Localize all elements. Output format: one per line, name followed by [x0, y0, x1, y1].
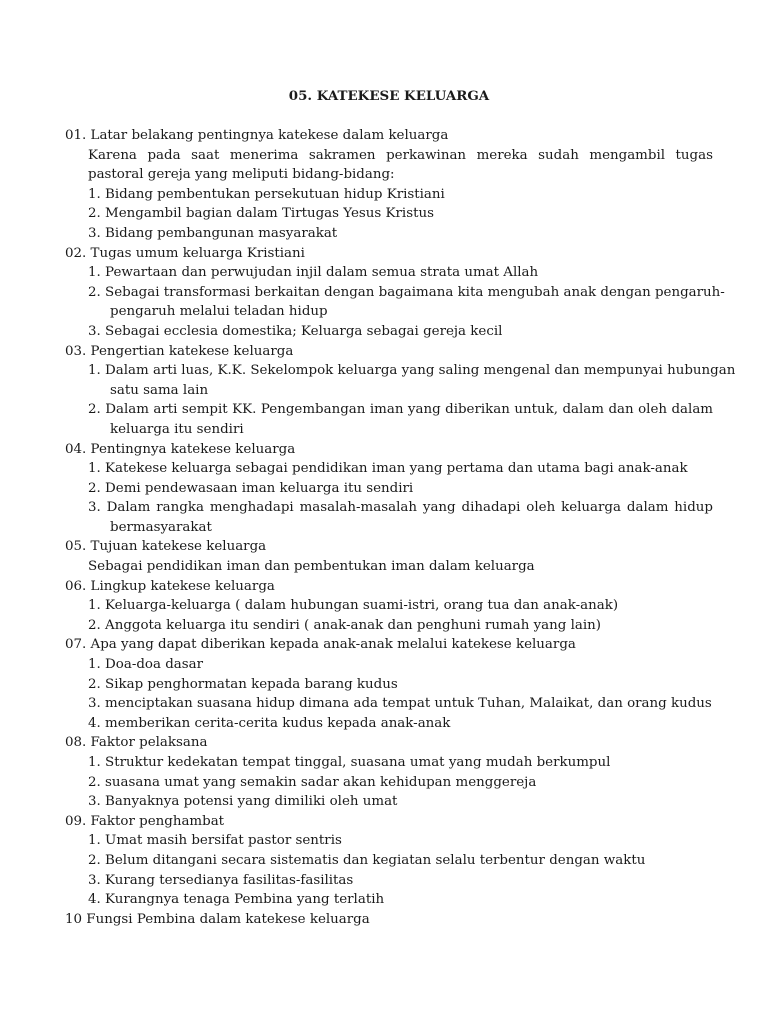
section-07-item-2: 2. Sikap penghormatan kepada barang kudus	[88, 676, 398, 692]
section-02-item-2-line-2: pengaruh melalui teladan hidup	[110, 304, 328, 320]
section-03-item-2	[65, 400, 713, 439]
section-05-paragraph: Sebagai pendidikan iman dan pembentukan iman dalam keluarga	[88, 559, 535, 575]
section-04-item-3	[65, 498, 713, 537]
section-heading-09: 09. Faktor penghambat	[65, 813, 225, 829]
section-02-item-2-line-1: 2. Sebagai transformasi berkaitan dengan bagaimana kita mengubah anak dengan pengaruh-	[88, 284, 725, 300]
section-heading-03: 03. Pengertian katekese keluarga	[65, 343, 294, 359]
section-04-item-3-line-2: bermasyarakat	[110, 519, 212, 535]
section-08-item-1: 1. Struktur kedekatan tempat tinggal, suasana umat yang mudah berkumpul	[88, 755, 611, 770]
section-01-item-2: 2. Mengambil bagian dalam Tirtugas Yesus Kristus	[88, 206, 434, 222]
document-title: 05. KATEKESE KELUARGA	[288, 88, 490, 104]
section-03-item-1-line-2: satu sama lain	[110, 382, 209, 398]
section-08-item-3: 3. Banyaknya potensi yang dimiliki oleh umat	[88, 794, 398, 810]
section-04-item-3-line-1: 3. Dalam rangka menghadapi masalah-masalah yang dihadapi oleh keluarga dalam hidup	[88, 500, 713, 516]
section-03-item-1	[65, 361, 736, 400]
section-07-item-4: 4. memberikan cerita-cerita kudus kepada anak-anak	[88, 715, 451, 731]
section-heading-07: 07. Apa yang dapat diberikan kepada anak-anak melalui katekese keluarga	[65, 637, 576, 653]
section-07-item-3: 3. menciptakan suasana hidup dimana ada tempat untuk Tuhan, Malaikat, dan orang kudus	[88, 696, 712, 712]
section-heading-05: 05. Tujuan katekese keluarga	[65, 539, 267, 555]
document-body	[65, 126, 736, 929]
section-03-item-2-line-1: 2. Dalam arti sempit KK. Pengembangan iman yang diberikan untuk, dalam dan oleh dalam	[88, 402, 713, 418]
section-01-item-3: 3. Bidang pembangunan masyarakat	[88, 225, 338, 241]
section-09-item-4: 4. Kurangnya tenaga Pembina yang terlatih	[88, 892, 385, 908]
section-08-item-2: 2. suasana umat yang semakin sadar akan kehidupan menggereja	[88, 774, 537, 790]
section-03-item-1-line-1: 1. Dalam arti luas, K.K. Sekelompok keluarga yang saling mengenal dan mempunyai hubungan	[88, 363, 736, 379]
section-09-item-3: 3. Kurang tersedianya fasilitas-fasilitas	[88, 872, 354, 888]
section-01-item-1: 1. Bidang pembentukan persekutuan hidup Kristiani	[88, 186, 445, 202]
section-06-item-1: 1. Keluarga-keluarga ( dalam hubungan suami-istri, orang tua dan anak-anak)	[88, 598, 619, 614]
section-heading-08: 08. Faktor pelaksana	[65, 735, 208, 751]
section-heading-01: 01. Latar belakang pentingnya katekese dalam keluarga	[65, 128, 449, 143]
section-heading-02: 02. Tugas umum keluarga Kristiani	[65, 245, 305, 261]
section-06-item-2: 2. Anggota keluarga itu sendiri ( anak-anak dan penghuni rumah yang lain)	[88, 617, 602, 633]
section-07-item-1: 1. Doa-doa dasar	[88, 657, 204, 673]
section-02-item-3: 3. Sebagai ecclesia domestika; Keluarga sebagai gereja kecil	[88, 323, 503, 339]
section-04-item-1: 1. Katekese keluarga sebagai pendidikan iman yang pertama dan utama bagi anak-anak	[88, 461, 688, 477]
section-09-item-2: 2. Belum ditangani secara sistematis dan kegiatan selalu terbentur dengan waktu	[88, 852, 646, 868]
section-heading-10: 10 Fungsi Pembina dalam katekese keluarga	[65, 911, 370, 927]
section-04-item-2: 2. Demi pendewasaan iman keluarga itu sendiri	[88, 480, 414, 496]
section-heading-04: 04. Pentingnya katekese keluarga	[65, 441, 296, 457]
section-02-item-1: 1. Pewartaan dan perwujudan injil dalam semua strata umat Allah	[88, 265, 539, 281]
section-01-paragraph: Karena pada saat menerima sakramen perkawinan mereka sudah mengambil tugas pastoral gereja yang meliputi bidang-bidang:	[88, 147, 713, 183]
section-09-item-1: 1. Umat masih bersifat pastor sentris	[88, 833, 342, 849]
section-02-item-2	[65, 283, 725, 322]
section-heading-06: 06. Lingkup katekese keluarga	[65, 578, 275, 594]
section-03-item-2-line-2: keluarga itu sendiri	[110, 421, 244, 437]
